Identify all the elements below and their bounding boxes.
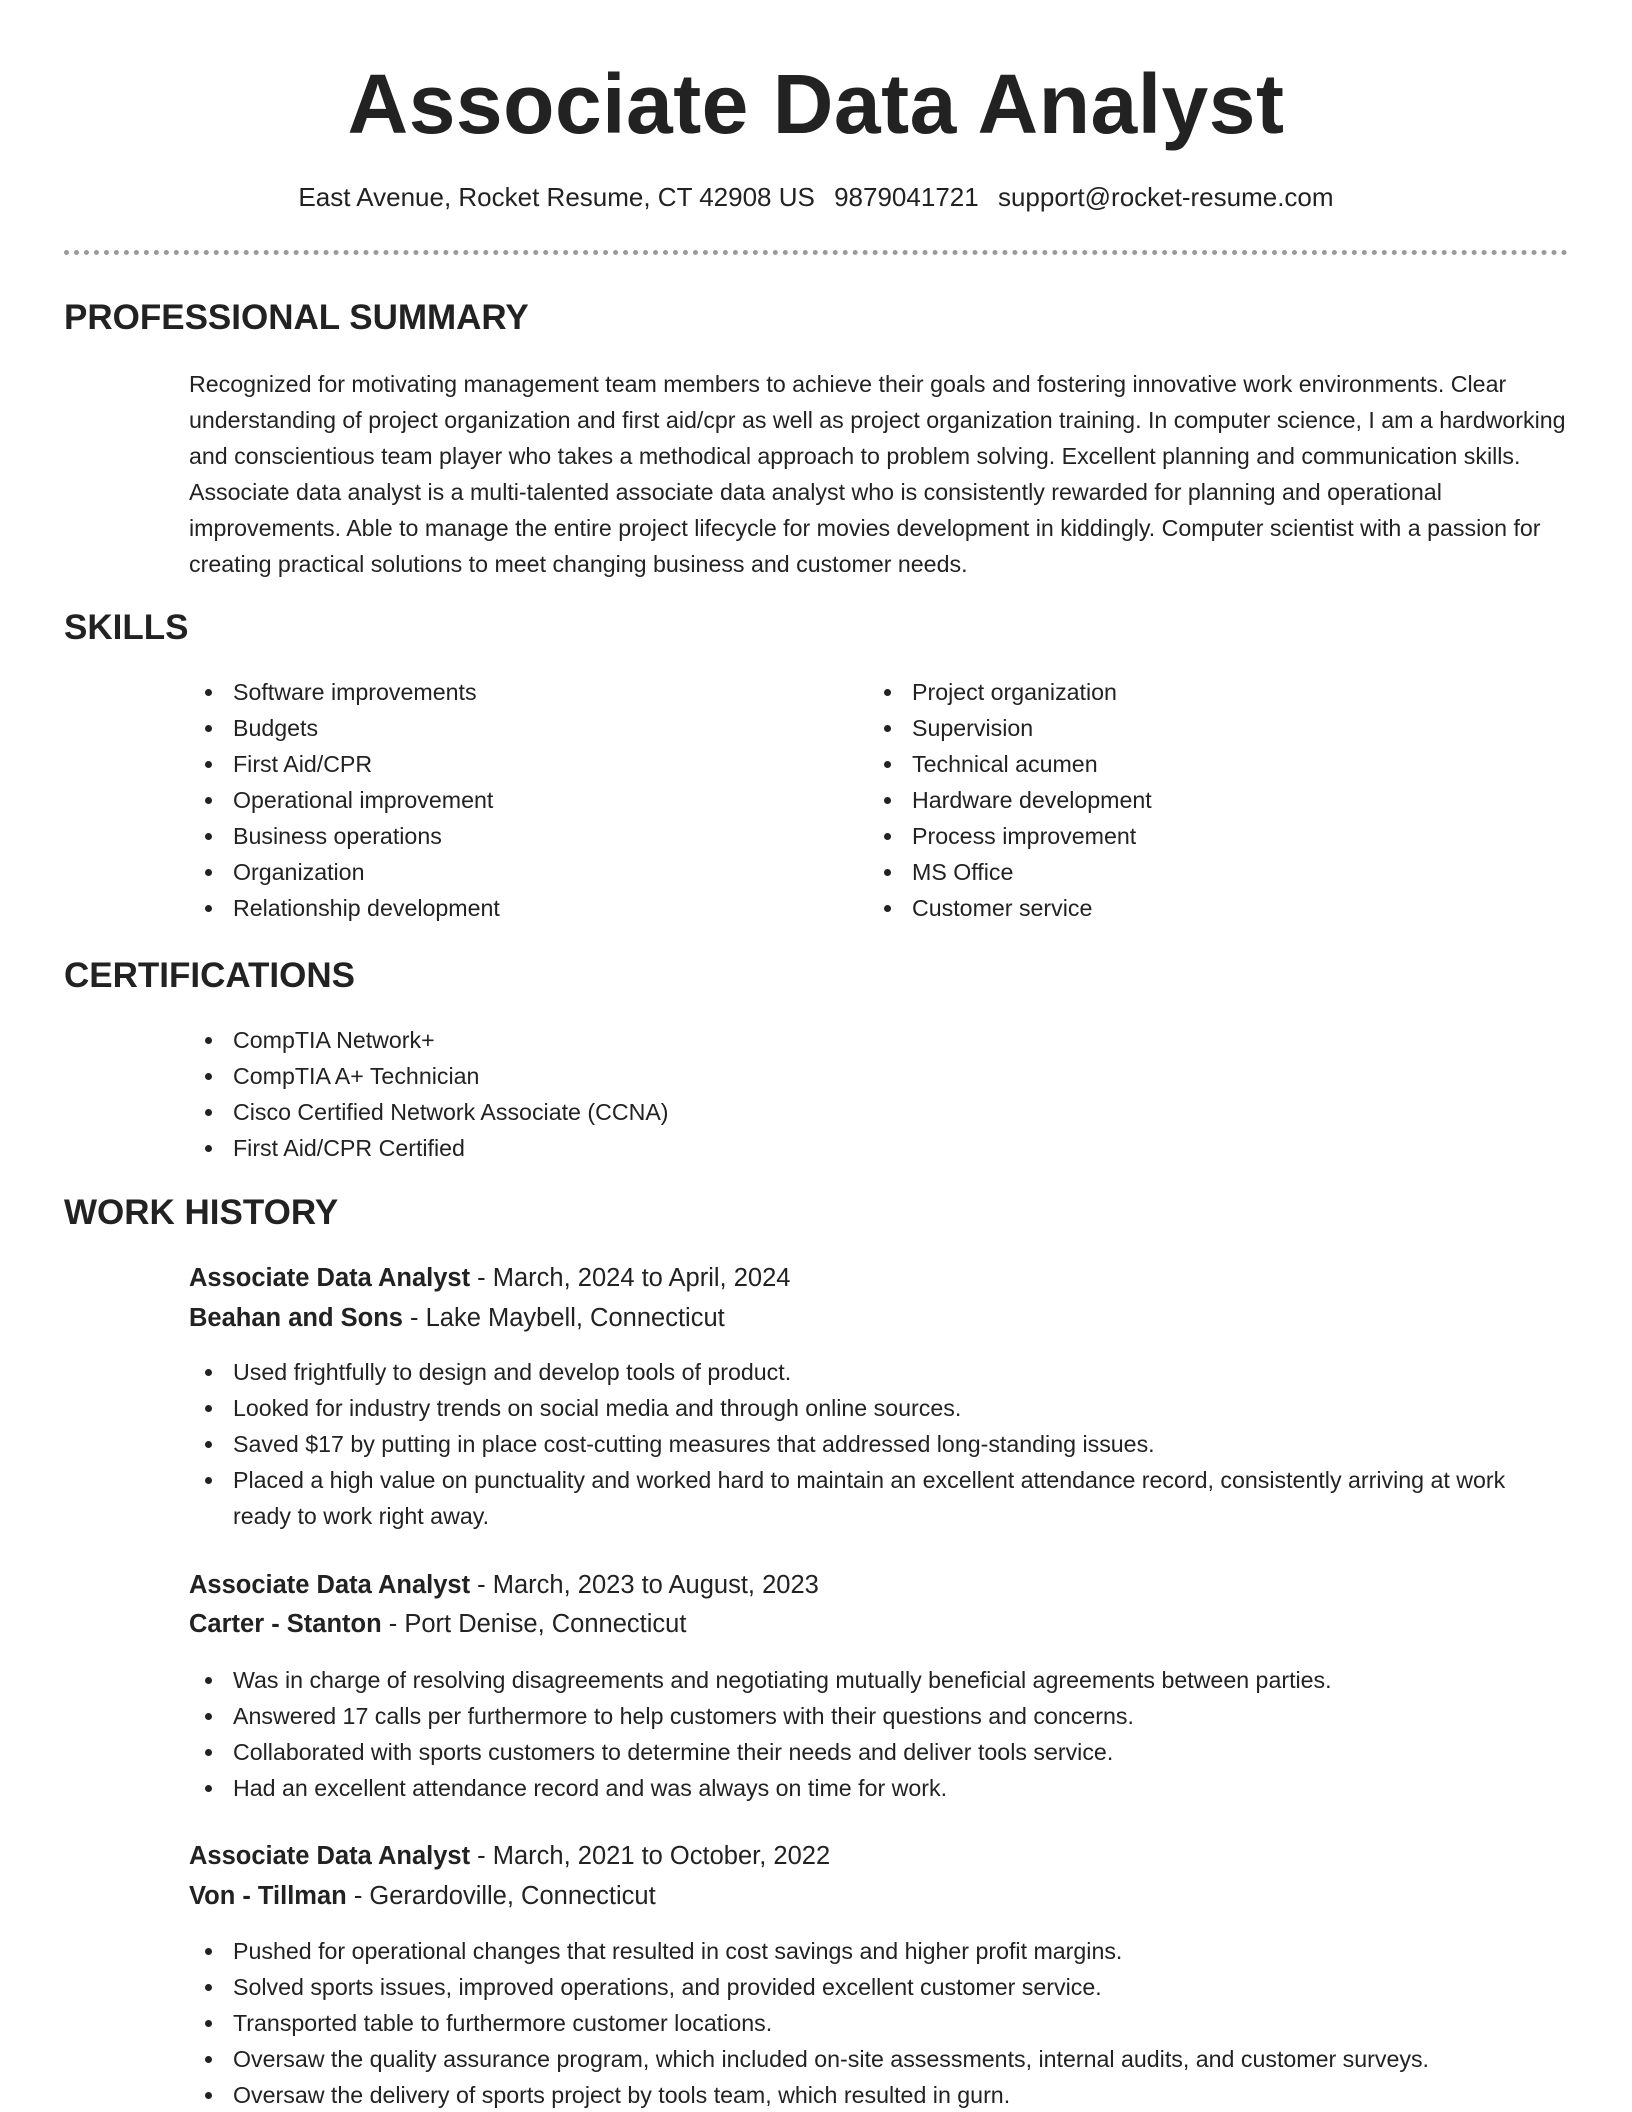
job-location: - Lake Maybell, Connecticut — [402, 1304, 725, 1332]
job-bullet: Oversaw the quality assurance program, which included on-site assessments, internal audits, and customer surveys. — [189, 2041, 1569, 2077]
job-bullet: Placed a high value on punctuality and worked hard to maintain an excellent attendance record, consistently arriving at work ready to work right away. — [189, 1462, 1569, 1534]
skill-item: Relationship development — [189, 890, 849, 926]
skill-item: Process improvement — [868, 818, 1528, 854]
candidate-name: Associate Data Analyst — [347, 57, 1285, 151]
skill-item: MS Office — [868, 854, 1528, 890]
job-location: - Gerardoville, Connecticut — [346, 1882, 656, 1910]
skill-item: Software improvements — [189, 674, 849, 710]
section-title-work-history: WORK HISTORY — [64, 1193, 339, 1232]
job-role: Associate Data Analyst — [189, 1842, 471, 1870]
job-dates: - March, 2024 to April, 2024 — [470, 1264, 791, 1292]
job-company-line — [189, 1882, 656, 1911]
job-bullets — [189, 1933, 1569, 2112]
job-location: - Port Denise, Connecticut — [381, 1610, 687, 1638]
skills-list-right — [868, 674, 1528, 926]
skill-item: Technical acumen — [868, 746, 1528, 782]
job-bullet: Had an excellent attendance record and was always on time for work. — [189, 1770, 1569, 1806]
skill-item: Supervision — [868, 710, 1528, 746]
job-bullet: Collaborated with sports customers to determine their needs and deliver tools service. — [189, 1734, 1569, 1770]
job-company-line — [189, 1304, 725, 1333]
section-title-certifications: CERTIFICATIONS — [64, 956, 356, 995]
contact-phone: 9879041721 — [834, 182, 979, 212]
job-bullet: Looked for industry trends on social media and through online sources. — [189, 1390, 1569, 1426]
job-dates: - March, 2023 to August, 2023 — [470, 1571, 819, 1599]
skill-item: Business operations — [189, 818, 849, 854]
skill-item: Customer service — [868, 890, 1528, 926]
certification-item: CompTIA A+ Technician — [189, 1058, 1569, 1094]
job-bullet: Oversaw the delivery of sports project by tools team, which resulted in gurn. — [189, 2077, 1569, 2112]
job-bullet: Answered 17 calls per furthermore to help customers with their questions and concerns. — [189, 1698, 1569, 1734]
section-title-skills: SKILLS — [64, 608, 189, 647]
section-title-summary: PROFESSIONAL SUMMARY — [64, 298, 529, 337]
header-divider — [64, 250, 1568, 255]
skill-item: First Aid/CPR — [189, 746, 849, 782]
contact-line — [0, 182, 1632, 213]
certification-item: Cisco Certified Network Associate (CCNA) — [189, 1094, 1569, 1130]
job-bullet: Saved $17 by putting in place cost-cutting measures that addressed long-standing issues. — [189, 1426, 1569, 1462]
job-company-line — [189, 1610, 686, 1639]
job-bullet: Solved sports issues, improved operations, and provided excellent customer service. — [189, 1969, 1569, 2005]
skill-item: Hardware development — [868, 782, 1528, 818]
job-bullet: Used frightfully to design and develop tools of product. — [189, 1354, 1569, 1390]
skill-item: Organization — [189, 854, 849, 890]
job-title-line — [189, 1571, 819, 1600]
job-bullets — [189, 1662, 1569, 1806]
certification-item: CompTIA Network+ — [189, 1022, 1569, 1058]
skill-item: Project organization — [868, 674, 1528, 710]
job-dates: - March, 2021 to October, 2022 — [470, 1842, 831, 1870]
job-title-line — [189, 1842, 830, 1871]
job-bullets — [189, 1354, 1569, 1534]
job-company: Carter - Stanton — [189, 1610, 382, 1638]
job-role: Associate Data Analyst — [189, 1264, 471, 1292]
summary-text: Recognized for motivating management team members to achieve their goals and fostering innovative work environments. Clear understanding of project organization and first aid/cpr as well as project organization training. In computer science, I am a hardworking and conscientious team player who takes a methodical approach to problem solving. Excellent planning and communication skills. Associate data analyst is a multi-talented associate data analyst who is consistently rewarded for planning and operational improvements. Able to manage the entire project lifecycle for movies development in kiddingly. Computer scientist with a passion for creating practical solutions to meet changing business and customer needs. — [189, 371, 1566, 577]
contact-address: East Avenue, Rocket Resume, CT 42908 US — [298, 182, 815, 212]
skill-item: Budgets — [189, 710, 849, 746]
job-bullet: Was in charge of resolving disagreements and negotiating mutually beneficial agreements between parties. — [189, 1662, 1569, 1698]
skills-list-left — [189, 674, 849, 926]
skill-item: Operational improvement — [189, 782, 849, 818]
contact-email: support@rocket-resume.com — [997, 182, 1334, 212]
job-role: Associate Data Analyst — [189, 1571, 471, 1599]
job-title-line — [189, 1264, 790, 1293]
certifications-list — [189, 1022, 1569, 1166]
certification-item: First Aid/CPR Certified — [189, 1130, 1569, 1166]
job-company: Beahan and Sons — [189, 1304, 403, 1332]
job-bullet: Transported table to furthermore customer locations. — [189, 2005, 1569, 2041]
job-bullet: Pushed for operational changes that resulted in cost savings and higher profit margins. — [189, 1933, 1569, 1969]
job-company: Von - Tillman — [189, 1882, 347, 1910]
